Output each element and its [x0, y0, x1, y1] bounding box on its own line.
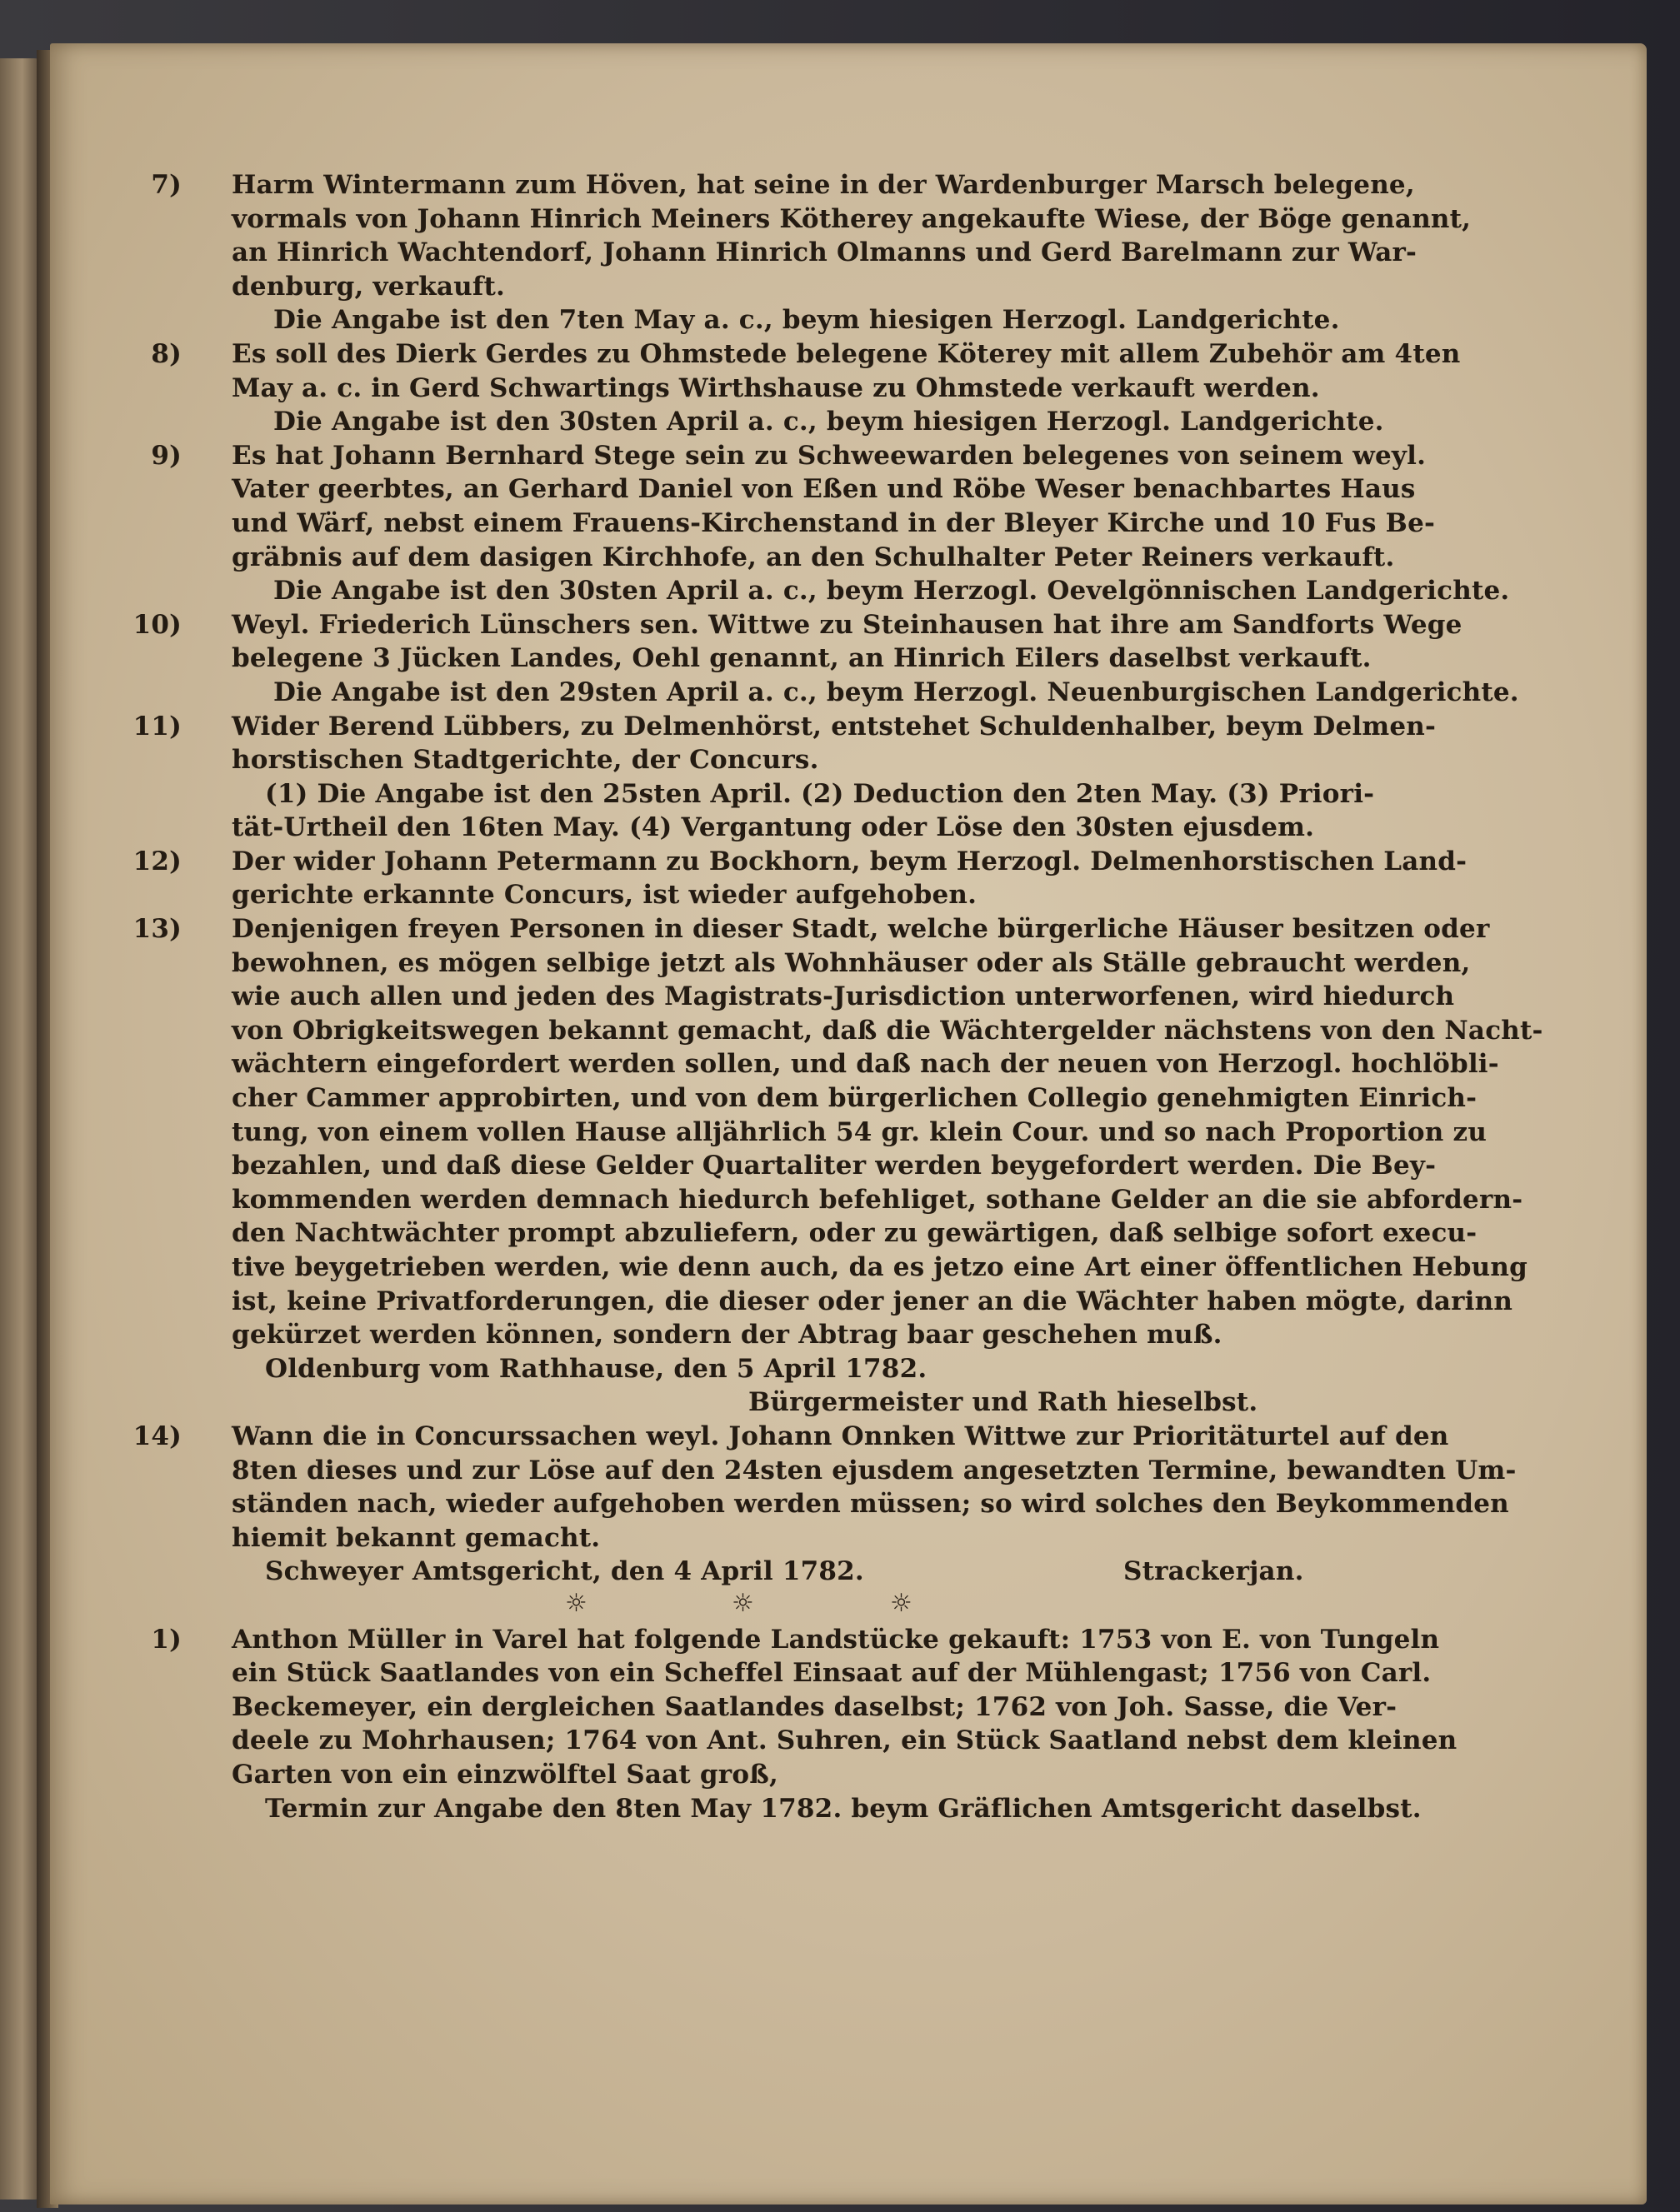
- entry-number: 13): [132, 914, 182, 945]
- entry-9-line-5: [98, 574, 1510, 608]
- entry-13-dateline: [98, 1352, 1407, 1386]
- entry-text: tung, von einem vollen Hause alljährlich 54 gr. klein Cour. und so nach Proportion zu: [232, 1116, 1488, 1147]
- entry-text: horstischen Stadtgerichte, der Concurs.: [232, 745, 819, 776]
- entry-7-line-5: [98, 303, 1407, 337]
- entry-dateline: Schweyer Amtsgericht, den 4 April 1782.: [265, 1556, 864, 1587]
- entry-9-line-2: [98, 472, 1416, 507]
- entry-1-line-1: [98, 1623, 1440, 1657]
- entry-text: bezahlen, und daß diese Gelder Quartaliter werden beygefordert werden. Die Bey-: [232, 1151, 1437, 1181]
- entry-text: Garten von ein einzwölftel Saat groß,: [232, 1759, 778, 1790]
- entry-text: an Hinrich Wachtendorf, Johann Hinrich Olmanns und Gerd Barelmann zur War-: [232, 237, 1418, 268]
- entry-number: 1): [151, 1624, 182, 1655]
- entry-text: gekürzet werden können, sondern der Abtrag baar geschehen muß.: [232, 1320, 1222, 1351]
- entry-13-line-8: [98, 1149, 1437, 1183]
- entry-text: wie auch allen und jeden des Magistrats-Jurisdiction unterworfenen, wird hiedurch: [232, 981, 1455, 1012]
- entry-text: Die Angabe ist den 29sten April a. c., beym Herzogl. Neuenburgischen Landgerichte.: [273, 677, 1519, 707]
- entry-13-line-12: [98, 1285, 1513, 1319]
- entry-text: ständen nach, wieder aufgehoben werden müssen; so wird solches den Beykommenden: [232, 1489, 1509, 1520]
- document-text: [98, 168, 1543, 1825]
- entry-13-line-13: [98, 1318, 1407, 1352]
- entry-13-line-10: [98, 1216, 1478, 1251]
- entry-text: Vater geerbtes, an Gerhard Daniel von Eßen und Röbe Weser benachbartes Haus: [232, 474, 1416, 505]
- entry-9-line-3: [98, 507, 1436, 541]
- entry-number: 14): [132, 1421, 182, 1451]
- entry-12-line-1: [98, 845, 1468, 879]
- entry-13-line-2: [98, 946, 1471, 981]
- entry-text: 8ten dieses und zur Löse auf den 24sten ejusdem angesetzten Termine, bewandten Um-: [232, 1455, 1517, 1485]
- entry-1-line-6: [98, 1792, 1422, 1826]
- entry-text: ist, keine Privatforderungen, die dieser oder jener an die Wächter haben mögte, darinn: [232, 1286, 1513, 1316]
- entry-text: von Obrigkeitswegen bekannt gemacht, daß die Wächtergelder nächstens von den Nacht-: [232, 1015, 1543, 1046]
- signature: Bürgermeister und Rath hieselbst.: [748, 1387, 1258, 1418]
- entry-text: tive beygetrieben werden, wie denn auch, da es jetzo eine Art einer öffentlichen Hebung: [232, 1252, 1528, 1282]
- entry-text: Weyl. Friederich Lünschers sen. Wittwe zu Steinhausen hat ihre am Sandforts Wege: [232, 609, 1462, 640]
- entry-9-line-1: [98, 439, 1427, 473]
- entry-13-line-6: [98, 1081, 1478, 1116]
- entry-13-line-1: [98, 912, 1490, 946]
- entry-13-line-7: [98, 1116, 1488, 1150]
- entry-text: und Wärf, nebst einem Frauens-Kirchenstand in der Bleyer Kirche und 10 Fus Be-: [232, 507, 1436, 538]
- entry-text: bewohnen, es mögen selbige jetzt als Wohnhäuser oder als Ställe gebraucht werden,: [232, 947, 1471, 978]
- entry-text: cher Cammer approbirten, und von dem bürgerlichen Collegio genehmigten Einrich-: [232, 1083, 1478, 1114]
- entry-7-line-1: [98, 168, 1415, 202]
- entry-text: Beckemeyer, ein dergleichen Saatlandes daselbst; 1762 von Joh. Sasse, die Ver-: [232, 1691, 1398, 1722]
- entry-1-line-5: [98, 1758, 1407, 1792]
- entry-text: den Nachtwächter prompt abzuliefern, oder zu gewärtigen, daß selbige sofort execu-: [232, 1218, 1478, 1249]
- entry-12-line-2: [98, 878, 1407, 912]
- entry-number: 12): [132, 846, 182, 876]
- entry-10-line-3: [98, 676, 1519, 710]
- entry-number: 9): [151, 440, 182, 471]
- entry-number: 11): [132, 711, 182, 741]
- sun-ornament-icon: ☼: [565, 1588, 588, 1618]
- entry-text: kommenden werden demnach hiedurch befehliget, sothane Gelder an die sie abfordern-: [232, 1184, 1523, 1215]
- entry-13-line-4: [98, 1014, 1543, 1048]
- entry-text: Die Angabe ist den 7ten May a. c., beym hiesigen Herzogl. Landgerichte.: [273, 305, 1340, 336]
- entry-text: Es soll des Dierk Gerdes zu Ohmstede belegene Köterey mit allem Zubehör am 4ten: [232, 338, 1461, 369]
- entry-number: 7): [151, 170, 182, 200]
- entry-text: hiemit bekannt gemacht.: [232, 1522, 601, 1553]
- entry-7-line-3: [98, 236, 1418, 270]
- entry-1-line-2: [98, 1656, 1432, 1690]
- entry-text: Die Angabe ist den 30sten April a. c., beym hiesigen Herzogl. Landgerichte.: [273, 407, 1384, 437]
- entry-7-line-2: [98, 202, 1472, 237]
- entry-text: Die Angabe ist den 30sten April a. c., beym Herzogl. Oevelgönnischen Landgerichte.: [273, 576, 1510, 607]
- entry-text: gräbnis auf dem dasigen Kirchhofe, an den Schulhalter Peter Reiners verkauft.: [232, 542, 1395, 572]
- entry-text: Wider Berend Lübbers, zu Delmenhörst, entstehet Schuldenhalber, beym Delmen-: [232, 711, 1437, 741]
- entry-number: 8): [151, 338, 182, 369]
- signer: Strackerjan.: [1123, 1556, 1304, 1587]
- entry-text: ein Stück Saatlandes von ein Scheffel Einsaat auf der Mühlengast; 1756 von Carl.: [232, 1658, 1432, 1689]
- entry-text: (1) Die Angabe ist den 25sten April. (2) Deduction den 2ten May. (3) Priori-: [265, 778, 1375, 809]
- entry-text: gerichte erkannte Concurs, ist wieder aufgehoben.: [232, 880, 978, 911]
- entry-text: denburg, verkauft.: [232, 271, 505, 302]
- entry-13-line-11: [98, 1251, 1528, 1285]
- entry-1-line-4: [98, 1724, 1458, 1758]
- entry-9-line-4: [98, 541, 1407, 575]
- entry-14-line-4: [98, 1521, 1407, 1555]
- entry-14-line-1: [98, 1420, 1449, 1454]
- entry-8-line-2: [98, 372, 1407, 406]
- entry-14-line-2: [98, 1454, 1517, 1488]
- ornament-divider: [98, 1589, 1407, 1623]
- entry-text: Harm Wintermann zum Höven, hat seine in der Wardenburger Marsch belegene,: [232, 170, 1415, 200]
- entry-text: wächtern eingefordert werden sollen, und daß nach der neuen von Herzogl. hochlöbli-: [232, 1049, 1499, 1080]
- entry-7-line-4: [98, 270, 1407, 304]
- entry-text: Termin zur Angabe den 8ten May 1782. beym Gräflichen Amtsgericht daselbst.: [265, 1793, 1422, 1824]
- entry-text: Denjenigen freyen Personen in dieser Stadt, welche bürgerliche Häuser besitzen oder: [232, 914, 1490, 945]
- entry-text: belegene 3 Jücken Landes, Oehl genannt, an Hinrich Eilers daselbst verkauft.: [232, 643, 1372, 674]
- entry-text: tät-Urtheil den 16ten May. (4) Vergantung oder Löse den 30sten ejusdem.: [232, 812, 1315, 843]
- entry-8-line-1: [98, 337, 1461, 372]
- entry-13-line-5: [98, 1047, 1499, 1081]
- entry-text: Wann die in Concurssachen weyl. Johann Onnken Wittwe zur Prioritäturtel auf den: [232, 1421, 1449, 1451]
- entry-text: deele zu Mohrhausen; 1764 von Ant. Suhren, ein Stück Saatland nebst dem kleinen: [232, 1725, 1458, 1756]
- entry-11-line-2: [98, 743, 1407, 777]
- entry-14-dateline: [98, 1555, 1407, 1589]
- entry-text: Oldenburg vom Rathhause, den 5 April 1782.: [265, 1353, 928, 1384]
- entry-11-line-1: [98, 710, 1437, 744]
- sun-ornament-icon: ☼: [890, 1588, 913, 1618]
- entry-10-line-2: [98, 642, 1407, 676]
- entry-text: Der wider Johann Petermann zu Bockhorn, beym Herzogl. Delmenhorstischen Land-: [232, 846, 1468, 876]
- entry-13-signature-line: [98, 1386, 1407, 1420]
- entry-13-line-3: [98, 980, 1455, 1014]
- entry-text: Anthon Müller in Varel hat folgende Landstücke gekauft: 1753 von E. von Tungeln: [232, 1624, 1440, 1655]
- sun-ornament-icon: ☼: [732, 1588, 755, 1618]
- previous-page-edge: [0, 58, 40, 2200]
- entry-text: Es hat Johann Bernhard Stege sein zu Schweewarden belegenes von seinem weyl.: [232, 440, 1427, 471]
- entry-11-line-3: [98, 777, 1407, 811]
- entry-11-line-4: [98, 811, 1407, 845]
- entry-13-line-9: [98, 1183, 1523, 1217]
- entry-number: 10): [132, 609, 182, 640]
- entry-text: May a. c. in Gerd Schwartings Wirthshause zu Ohmstede verkauft werden.: [232, 372, 1320, 403]
- entry-1-line-3: [98, 1690, 1407, 1725]
- entry-14-line-3: [98, 1487, 1509, 1521]
- entry-10-line-1: [98, 608, 1462, 642]
- entry-text: vormals von Johann Hinrich Meiners Kötherey angekaufte Wiese, der Böge genannt,: [232, 203, 1472, 234]
- entry-8-line-3: [98, 405, 1407, 439]
